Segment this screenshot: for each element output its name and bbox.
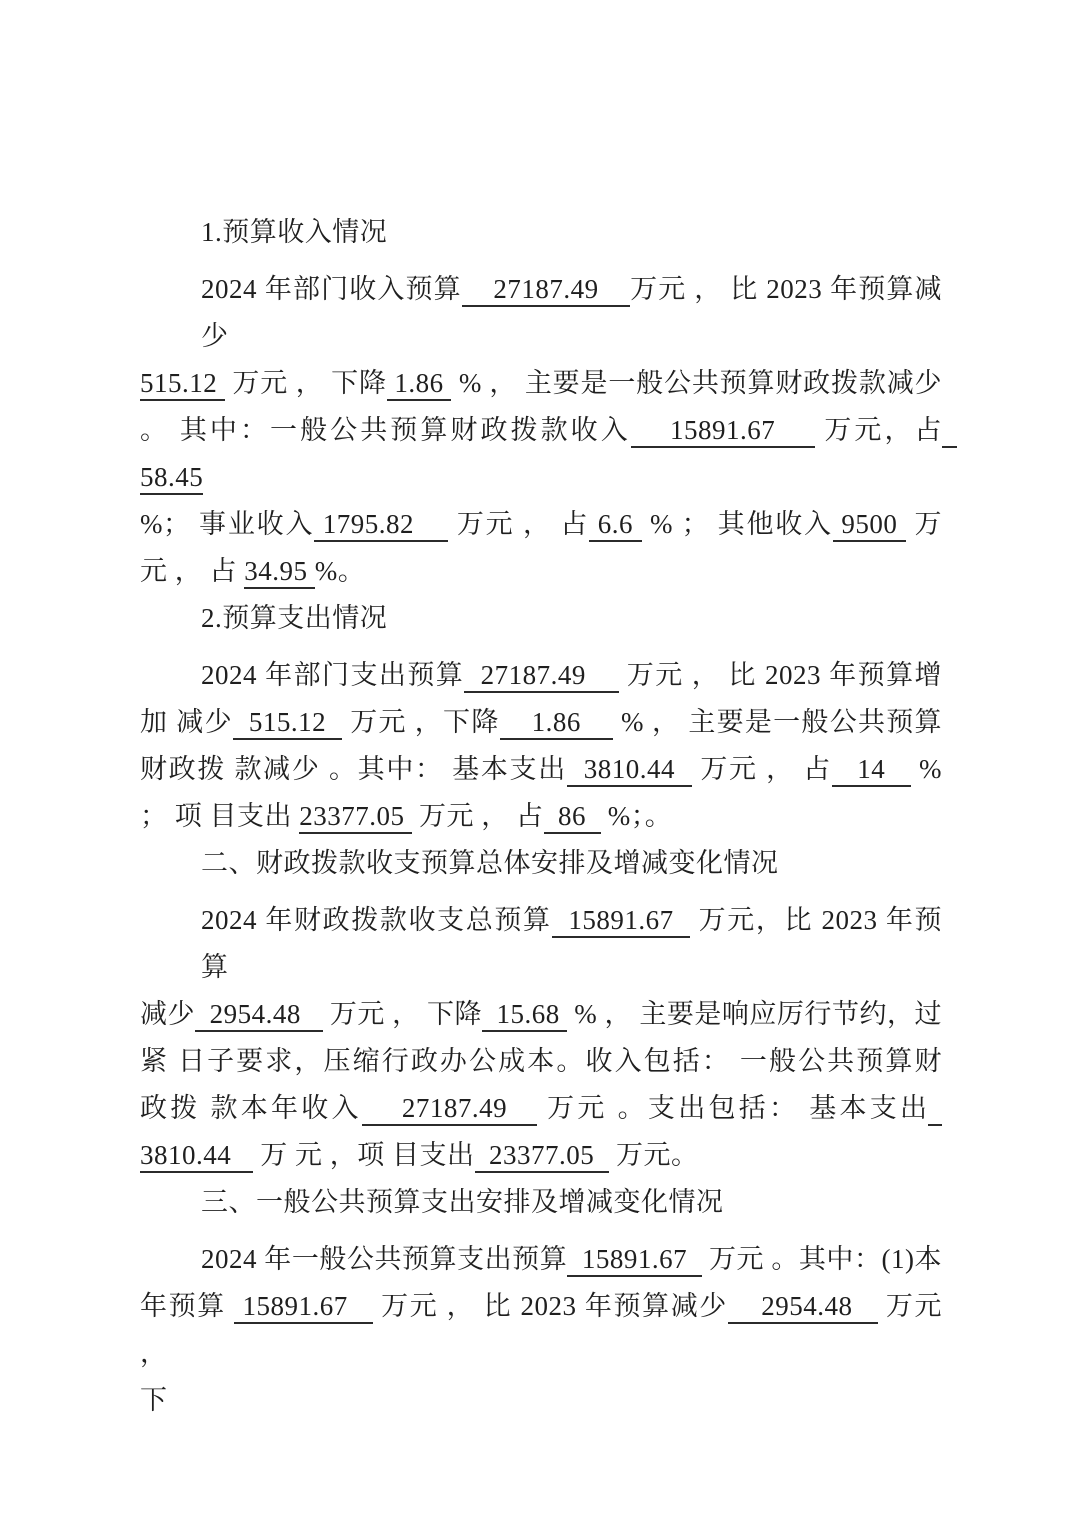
underlined-value xyxy=(928,1093,943,1126)
text-run: 万元 。支出包括： 基本支出 xyxy=(537,1093,928,1123)
underlined-value: 27187.49 xyxy=(462,274,630,307)
document-body xyxy=(140,209,957,1424)
section-heading xyxy=(140,595,942,642)
text-run: 减少 xyxy=(140,999,196,1029)
text-run: 年预算 xyxy=(140,1291,235,1321)
underlined-value: 58.45 xyxy=(140,415,957,495)
text-run: 万元，占 xyxy=(814,415,943,445)
text-run: % xyxy=(910,754,943,784)
text-run: 元 ， 占 xyxy=(140,556,245,586)
text-line xyxy=(140,266,942,360)
text-run: 万元 ， 比 2023 年预算减少 xyxy=(372,1291,728,1321)
underlined-value: 3810.44 xyxy=(140,1140,253,1173)
text-line xyxy=(140,548,942,595)
text-run: 。 其中：一般公共预算财政拨款收入 xyxy=(140,415,631,445)
text-run: 2024 年财政拨款收支总预算 xyxy=(201,905,552,935)
text-run: 2024 年部门支出预算 xyxy=(201,660,465,690)
text-line xyxy=(140,1283,950,1377)
underlined-value: 23377.05 xyxy=(299,801,412,834)
underlined-value: 23377.05 xyxy=(475,1140,609,1173)
text-run: % ， 主要是一般公共预算财政拨款减少 xyxy=(451,368,943,398)
text-run: 万元 ， xyxy=(140,1291,950,1368)
text-run: %； 事业收入 xyxy=(140,509,315,539)
text-run: 万元 ，下降 xyxy=(342,707,500,737)
text-run: 2024 年一般公共预算支出预算 xyxy=(201,1244,568,1274)
text-line xyxy=(140,746,942,793)
underlined-value: 14 xyxy=(832,754,911,787)
text-run: 万元 ， 占 xyxy=(448,509,590,539)
underlined-value: 86 xyxy=(544,801,601,834)
text-run: 2.预算支出情况 xyxy=(201,603,388,633)
text-line xyxy=(140,652,942,699)
underlined-value: 34.95 xyxy=(244,556,315,589)
text-run: 万元。 xyxy=(608,1140,699,1170)
text-run: 二、财政拨款收支预算总体安排及增减变化情况 xyxy=(201,848,779,878)
text-run: 万 xyxy=(905,509,943,539)
section-heading xyxy=(140,209,942,256)
text-run: 万元 。其中：(1)本 xyxy=(701,1244,943,1274)
text-run: 紧 日子要求，压缩行政办公成本。收入包括： 一般公共预算财 xyxy=(140,1046,942,1076)
underlined-value: 2954.48 xyxy=(728,1291,878,1324)
text-run: 万元 ， 比 2023 年预算减少 xyxy=(201,274,943,351)
text-run: 万元，比 2023 年预算 xyxy=(201,905,943,982)
underlined-value: 2954.48 xyxy=(195,999,323,1032)
text-run: 2024 年部门收入预算 xyxy=(201,274,462,304)
text-line xyxy=(140,793,942,840)
text-run: 万元 ， 下降 xyxy=(224,368,387,398)
text-run: 财政拨 款减少 。其中： 基本支出 xyxy=(140,754,567,784)
text-run: % ， 主要是一般公共预算 xyxy=(613,707,943,737)
text-line xyxy=(140,1085,942,1132)
underlined-value: 1.86 xyxy=(387,368,451,401)
underlined-value: 27187.49 xyxy=(362,1093,537,1126)
text-line xyxy=(140,501,942,548)
text-line xyxy=(140,1132,942,1179)
text-line xyxy=(140,1377,942,1424)
text-run: ； 项 目支出 xyxy=(140,801,300,831)
underlined-value: 15891.67 xyxy=(567,1244,701,1277)
text-run: 万元 ， 占 xyxy=(691,754,832,784)
underlined-value: 15891.67 xyxy=(552,905,691,938)
text-line xyxy=(140,1038,942,1085)
text-run: 万 元 ，项 目支出 xyxy=(253,1140,475,1170)
underlined-value: 15891.67 xyxy=(631,415,815,448)
text-run: 三、一般公共预算支出安排及增减变化情况 xyxy=(201,1187,724,1217)
text-run: % ， 主要是响应厉行节约，过 xyxy=(567,999,942,1029)
text-run: % ； 其他收入 xyxy=(641,509,833,539)
underlined-value: 9500 xyxy=(833,509,906,542)
text-run: 政拨 款本年收入 xyxy=(140,1093,362,1123)
text-line xyxy=(140,991,942,1038)
text-line xyxy=(140,407,957,501)
underlined-value: 6.6 xyxy=(589,509,641,542)
underlined-value: 1.86 xyxy=(500,707,613,740)
text-line xyxy=(140,360,942,407)
section-heading xyxy=(140,1179,942,1226)
underlined-value: 27187.49 xyxy=(464,660,618,693)
text-run: 万元 ， 比 2023 年预算增 xyxy=(618,660,943,690)
text-line xyxy=(140,699,942,746)
section-heading xyxy=(140,840,942,887)
text-run: 万元 ， 下降 xyxy=(322,999,482,1029)
text-run: 1.预算收入情况 xyxy=(201,217,388,247)
underlined-value: 15.68 xyxy=(482,999,567,1032)
text-run: 加 减少 xyxy=(140,707,233,737)
underlined-value: 515.12 xyxy=(233,707,342,740)
text-run: %；。 xyxy=(600,801,673,831)
text-line xyxy=(140,897,942,991)
text-run: 万元 ， 占 xyxy=(411,801,544,831)
underlined-value: 15891.67 xyxy=(234,1291,373,1324)
underlined-value: 515.12 xyxy=(140,368,225,401)
text-run: 下 xyxy=(140,1385,168,1415)
underlined-value: 1795.82 xyxy=(314,509,448,542)
text-line xyxy=(140,1236,942,1283)
text-run: %。 xyxy=(314,556,366,586)
underlined-value: 3810.44 xyxy=(567,754,692,787)
